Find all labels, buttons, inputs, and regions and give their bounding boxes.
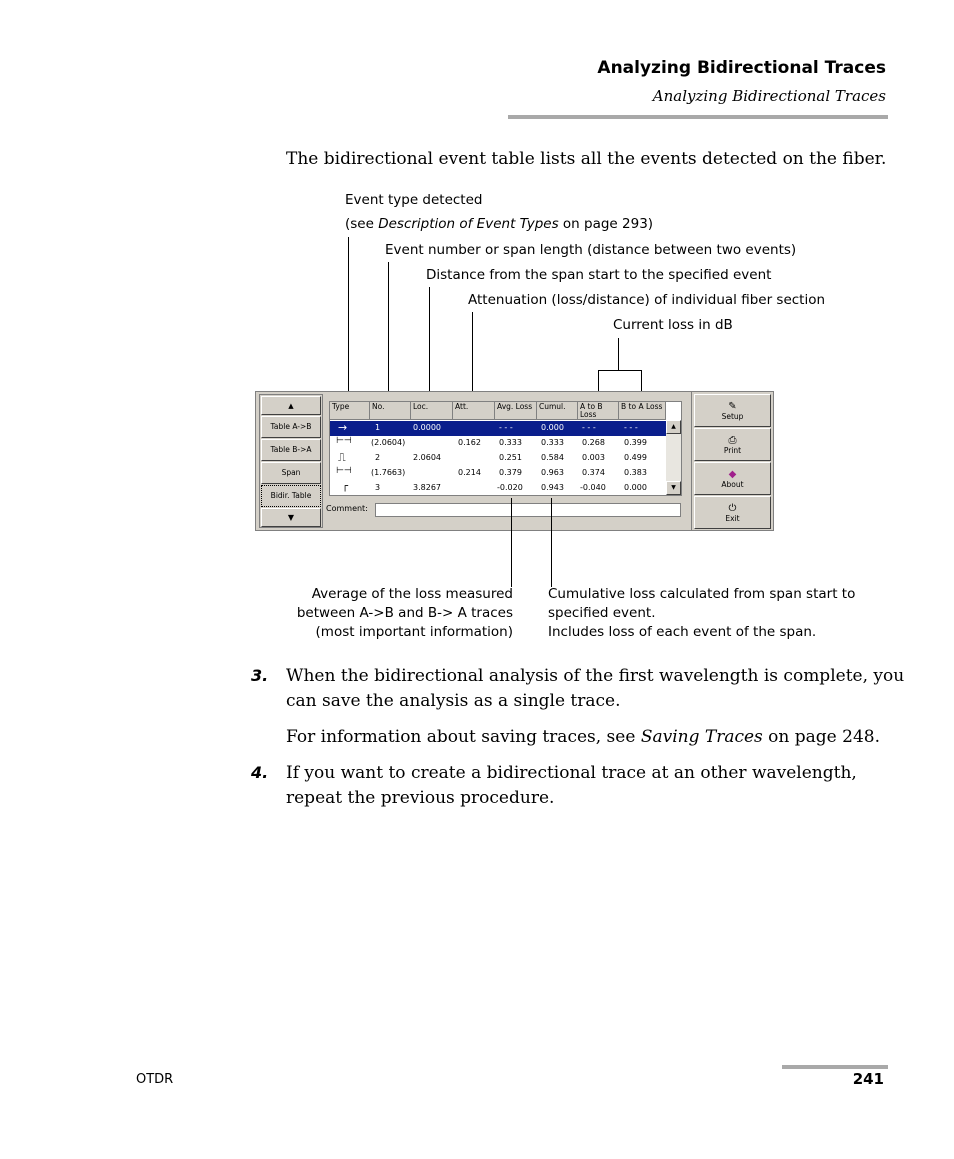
callout-event-number: Event number or span length (distance between two events) <box>385 242 797 258</box>
table-row[interactable]: ⎍ 2 2.0604 0.251 0.584 0.003 0.499 <box>338 451 647 464</box>
leader-average <box>511 498 512 587</box>
callout-current-loss: Current loss in dB <box>613 317 733 333</box>
col-type: Type <box>330 402 370 420</box>
table-ab-button[interactable]: Table A->B <box>261 416 321 438</box>
col-no: No. <box>370 402 411 420</box>
scroll-down-button[interactable] <box>261 508 321 527</box>
page-header-title: Analyzing Bidirectional Traces <box>597 58 886 78</box>
table-row[interactable]: → 1 0.0000 - - - 0.000 - - - - - - <box>330 421 666 436</box>
saving-traces-link[interactable]: Saving Traces <box>640 727 763 747</box>
callout-event-type-ref: (see Description of Event Types on page 293) <box>345 216 654 232</box>
step-3-info: For information about saving traces, see Saving Traces on page 248. <box>286 727 880 747</box>
callout-attenuation: Attenuation (loss/distance) of individual fiber section <box>468 292 826 308</box>
page-header-subtitle: Analyzing Bidirectional Traces <box>652 87 886 105</box>
exit-button[interactable]: ⏻ Exit <box>694 496 771 529</box>
scroll-up-arrow-icon[interactable]: ▲ <box>666 420 681 434</box>
table-row[interactable]: ⊢⊣ (2.0604) 0.162 0.333 0.333 0.268 0.399 <box>336 436 647 447</box>
callout-cumulative: Cumulative loss calculated from span start to specified event. Includes loss of each event of the span. <box>548 586 856 640</box>
setup-button[interactable]: ✎ Setup <box>694 394 771 427</box>
span-button[interactable]: Span <box>261 462 321 484</box>
header-rule <box>508 115 888 119</box>
setup-icon: ✎ <box>728 400 737 412</box>
table-ba-button[interactable]: Table B->A <box>261 439 321 461</box>
about-button[interactable]: ◆ About <box>694 462 771 495</box>
triangle-down-icon: ▼ <box>287 512 295 522</box>
leader-location <box>429 287 430 402</box>
col-att: Att. <box>453 402 495 420</box>
left-button-panel <box>259 394 323 528</box>
about-icon: ◆ <box>728 468 737 480</box>
callout-average: Average of the loss measured between A->B and B-> A traces (most important information) <box>296 586 513 640</box>
bidir-table-button[interactable]: Bidir. Table <box>261 485 321 507</box>
leader-attenuation <box>472 312 473 402</box>
col-cumul: Cumul. <box>537 402 578 420</box>
page-number: 241 <box>852 1070 884 1088</box>
panel-divider <box>691 392 692 530</box>
event-table <box>329 401 682 496</box>
event-types-link[interactable]: Description of Event Types <box>378 216 559 232</box>
scroll-down-arrow-icon[interactable]: ▼ <box>666 481 681 495</box>
leader-current-loss <box>618 338 619 370</box>
callout-event-type: Event type detected <box>345 192 483 208</box>
col-avg-loss: Avg. Loss <box>495 402 537 420</box>
table-row[interactable]: ┌ 3 3.8267 -0.020 0.943 -0.040 0.000 <box>342 481 647 492</box>
step-4-number: 4. <box>251 763 269 782</box>
comment-label: Comment: <box>326 504 368 513</box>
callout-distance: Distance from the span start to the specified event <box>426 267 772 283</box>
footer-rule <box>782 1065 888 1069</box>
col-b-to-a-loss: B to A Loss <box>619 402 666 420</box>
table-scrollbar[interactable] <box>666 420 681 495</box>
leader-current-loss-bracket <box>598 370 641 371</box>
scroll-up-button[interactable] <box>261 396 321 415</box>
step-3-number: 3. <box>251 666 269 685</box>
col-a-to-b-loss: A to B Loss <box>578 402 619 420</box>
table-row[interactable]: ⊢⊣ (1.7663) 0.214 0.379 0.963 0.374 0.383 <box>336 466 647 477</box>
printer-icon: ⎙ <box>728 434 737 446</box>
footer-product: OTDR <box>136 1072 174 1087</box>
leader-type <box>348 237 349 402</box>
leader-cumulative <box>551 498 552 587</box>
comment-input[interactable] <box>375 503 681 517</box>
power-icon: ⏻ <box>728 502 737 514</box>
step-4-text: If you want to create a bidirectional trace at an other wavelength, repeat the previous procedure. <box>286 763 857 808</box>
bidir-table-screenshot <box>255 391 774 531</box>
leader-number <box>388 262 389 402</box>
step-3-text: When the bidirectional analysis of the first wavelength is complete, you can save the analysis as a single trace. <box>286 666 905 711</box>
triangle-up-icon: ▲ <box>288 401 294 410</box>
intro-paragraph: The bidirectional event table lists all the events detected on the fiber. <box>286 149 887 169</box>
print-button[interactable]: ⎙ Print <box>694 428 771 461</box>
col-loc: Loc. <box>411 402 453 420</box>
